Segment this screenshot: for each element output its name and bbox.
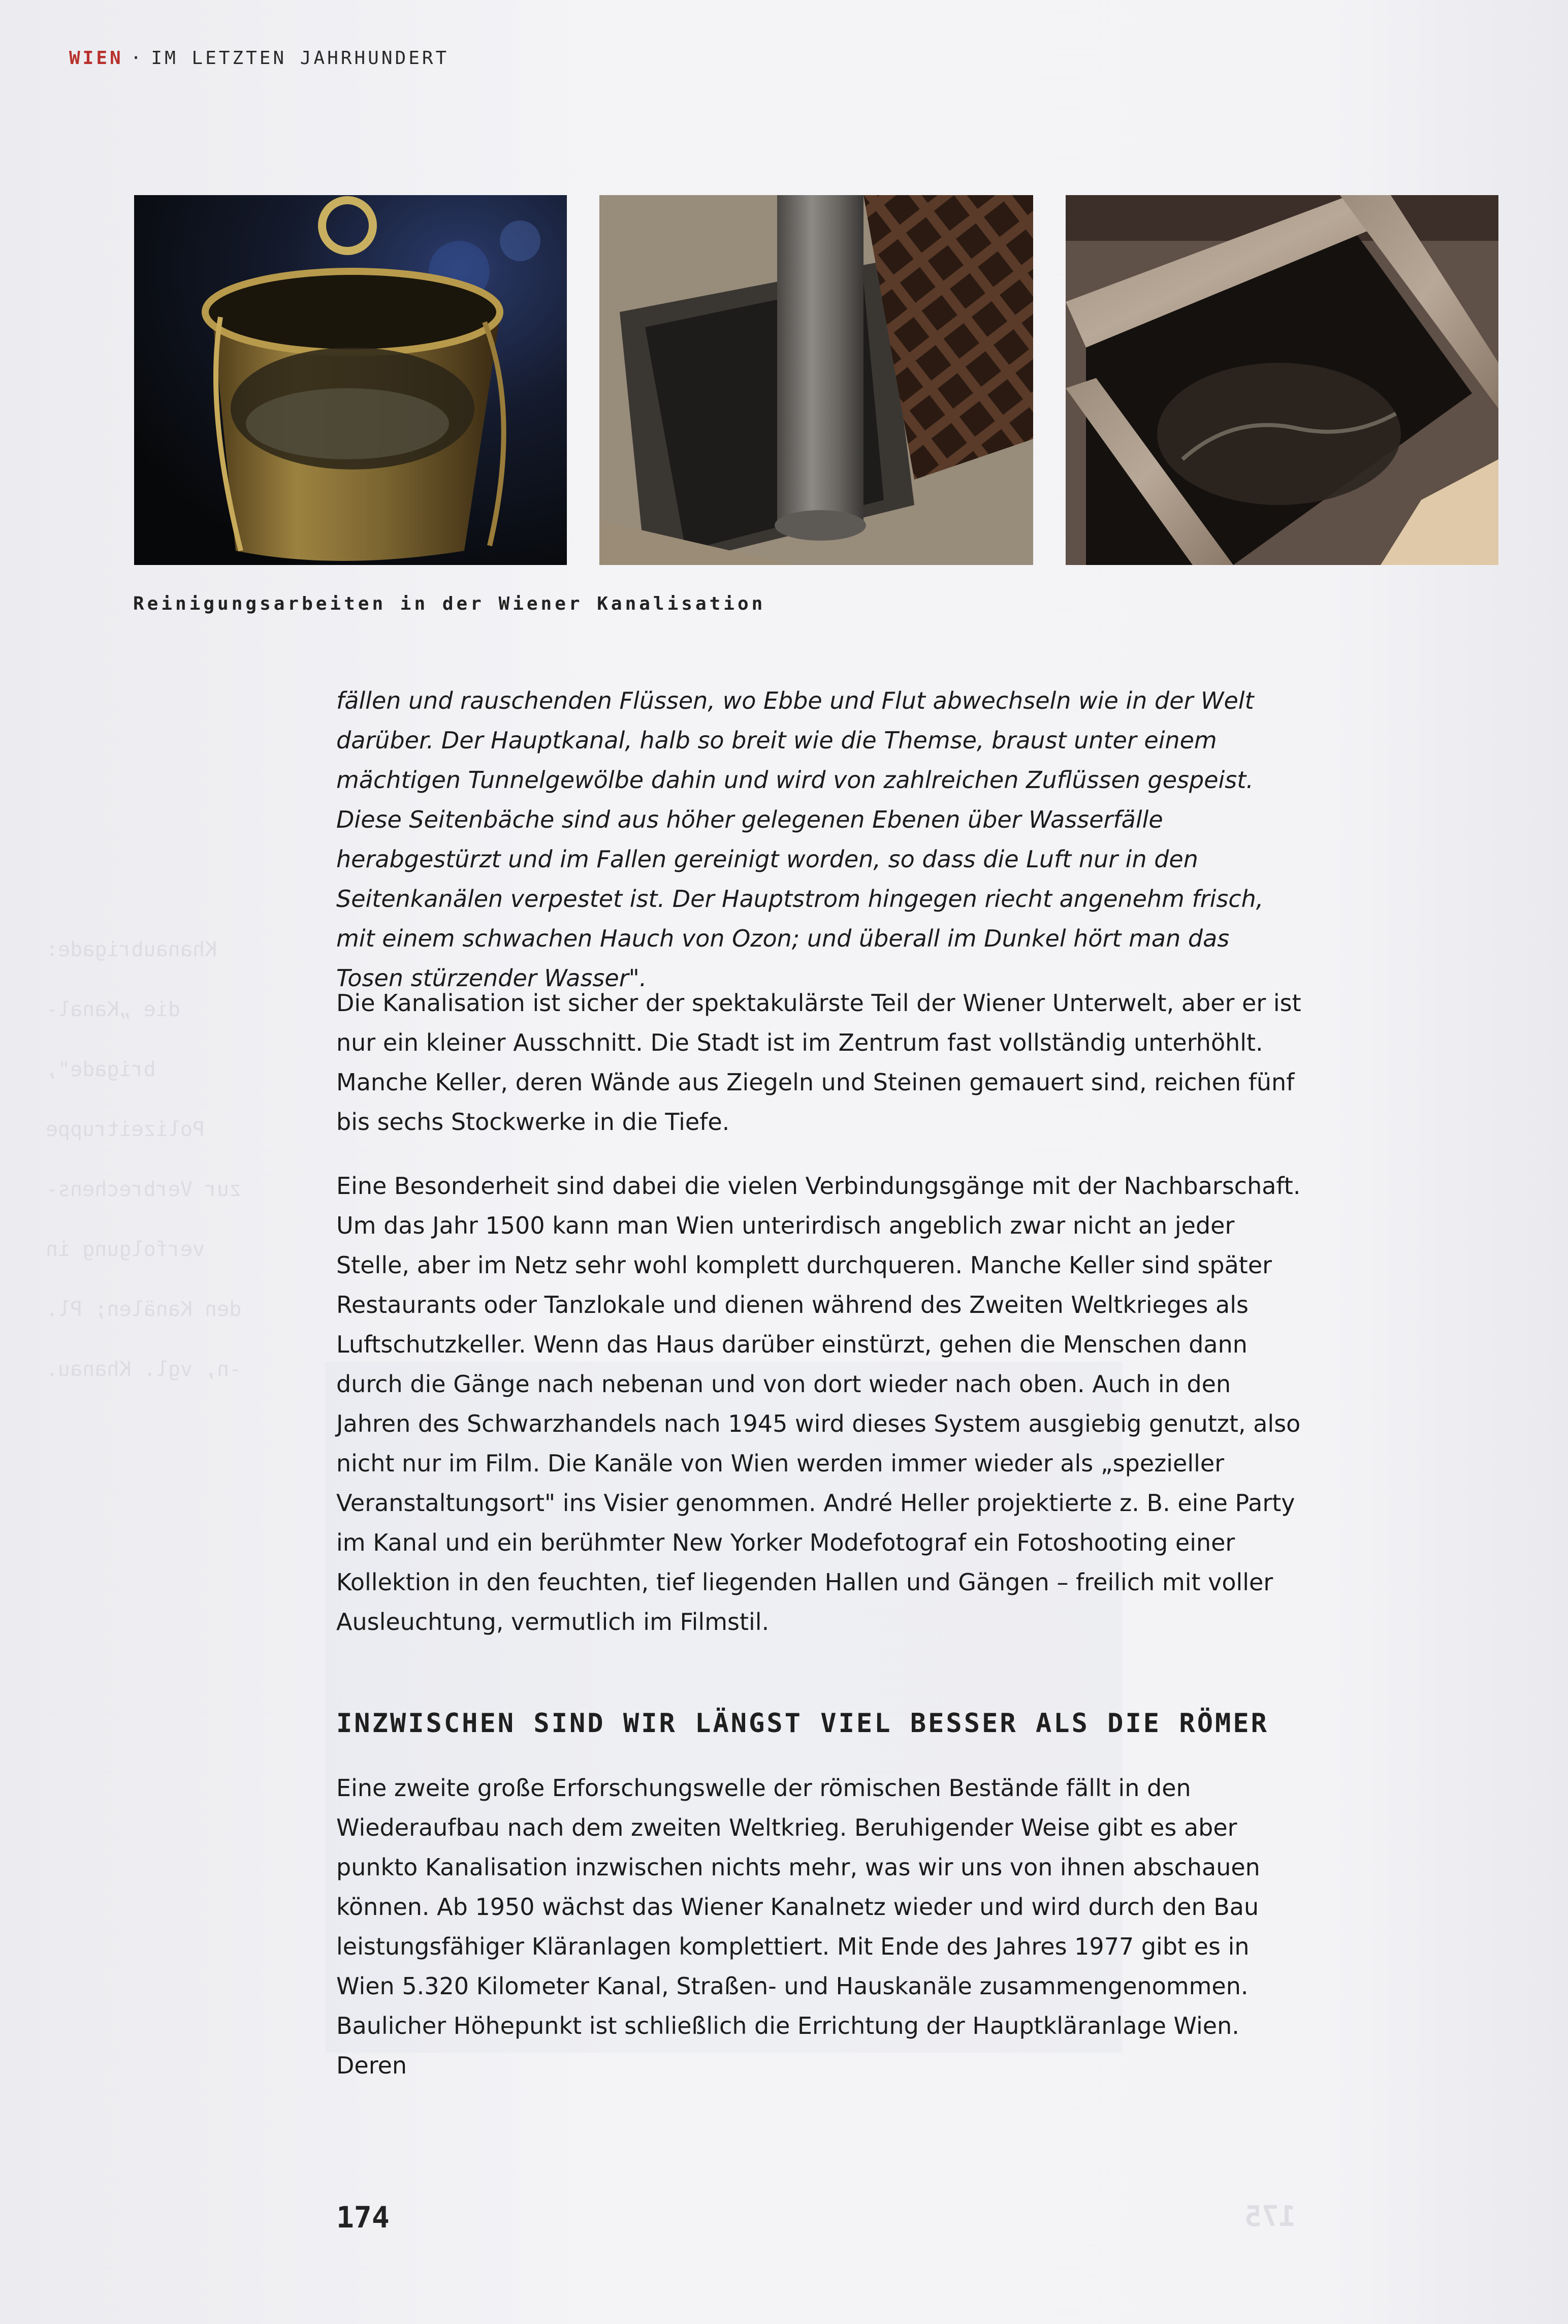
- body-paragraph-1: Die Kanalisation ist sicher der spektakulärste Teil der Wiener Unterwelt, aber er ist nur ein kleiner Ausschnitt. Die Stadt ist im Zentrum fast vollständig unterhöhlt. Manche Keller, deren Wände aus Ziegeln und Steinen gemauert sind, reichen fünf bis sechs Stockwerke in die Tiefe.: [336, 989, 1301, 1136]
- show-through-page-number: 175: [1244, 2200, 1296, 2233]
- photo-wooden-shaft: [1066, 195, 1498, 565]
- drain-shaft-photo-icon: [599, 195, 1033, 565]
- section-heading: INZWISCHEN SIND WIR LÄNGST VIEL BESSER ALS DIE RÖMER: [336, 1708, 1269, 1739]
- running-head-chapter: IM LETZTEN JAHRHUNDERT: [151, 48, 450, 69]
- running-head: [69, 48, 449, 69]
- running-head-separator: ·: [130, 48, 144, 69]
- photo-rusty-bucket: [134, 195, 567, 565]
- running-head-section: WIEN: [69, 48, 123, 69]
- wooden-shaft-photo-icon: [1066, 195, 1498, 565]
- rusty-bucket-photo-icon: [134, 195, 567, 565]
- photo-drain-shaft: [599, 195, 1033, 565]
- photo-caption: Reinigungsarbeiten in der Wiener Kanalisation: [133, 593, 766, 614]
- quote-paragraph: fällen und rauschenden Flüssen, wo Ebbe und Flut abwechseln wie in der Welt darüber. Der Hauptkanal, halb so breit wie die Themse, braust unter einem mächtigen Tunnelgewölbe dahin und wird von zahlreichen Zuflüssen gespeist. Diese Seitenbäche sind aus höher gelegenen Ebenen über Wasserfälle herabgestürzt und im Fallen gereinigt worden, so dass die Luft nur in den Seitenkanälen verpestet ist. Der Hauptstrom hingegen riecht angenehm frisch, mit einem schwachen Hauch von Ozon; und überall im Dunkel hört man das Tosen stürzender Wasser".: [336, 687, 1264, 992]
- page-number: 174: [336, 2200, 390, 2235]
- show-through-margin-text: Khanaubrigade: die „Kanal- brigade", Polizeitruppe zur Verbrechens- verfolgung in den Kanälen; Pl. -n, vgl. Khanau.: [46, 938, 242, 1381]
- body-paragraph-3: Eine zweite große Erforschungswelle der römischen Bestände fällt in den Wiederaufbau nach dem zweiten Weltkrieg. Beruhigender Weise gibt es aber punkto Kanalisation inzwischen nichts mehr, was wir uns von ihnen abschauen können. Ab 1950 wächst das Wiener Kanalnetz wieder und wird durch den Bau leistungsfähiger Kläranlagen komplettiert. Mit Ende des Jahres 1977 gibt es in Wien 5.320 Kilometer Kanal, Straßen- und Hauskanäle zusammengenommen. Baulicher Höhepunkt ist schließlich die Errichtung der Hauptkläranlage Wien. Deren: [336, 1774, 1260, 2079]
- body-paragraph-2: Eine Besonderheit sind dabei die vielen Verbindungsgänge mit der Nachbarschaft. Um das Jahr 1500 kann man Wien unterirdisch angeblich zwar nicht an jeder Stelle, aber im Netz sehr wohl komplett durchqueren. Manche Keller sind später Restaurants oder Tanzlokale und dienen während des Zweiten Weltkrieges als Luftschutzkeller. Wenn das Haus darüber einstürzt, gehen die Menschen dann durch die Gänge nach nebenan und von dort wieder nach oben. Auch in den Jahren des Schwarzhandels nach 1945 wird dieses System ausgiebig genutzt, also nicht nur im Film. Die Kanäle von Wien werden immer wieder als „spezieller Veranstaltungsort" ins Visier genommen. André Heller projektierte z. B. eine Party im Kanal und ein berühmter New Yorker Modefotograf ein Fotoshooting einer Kollektion in den feuchten, tief liegenden Hallen und Gängen – freilich mit voller Ausleuchtung, vermutlich im Filmstil.: [336, 1172, 1301, 1636]
